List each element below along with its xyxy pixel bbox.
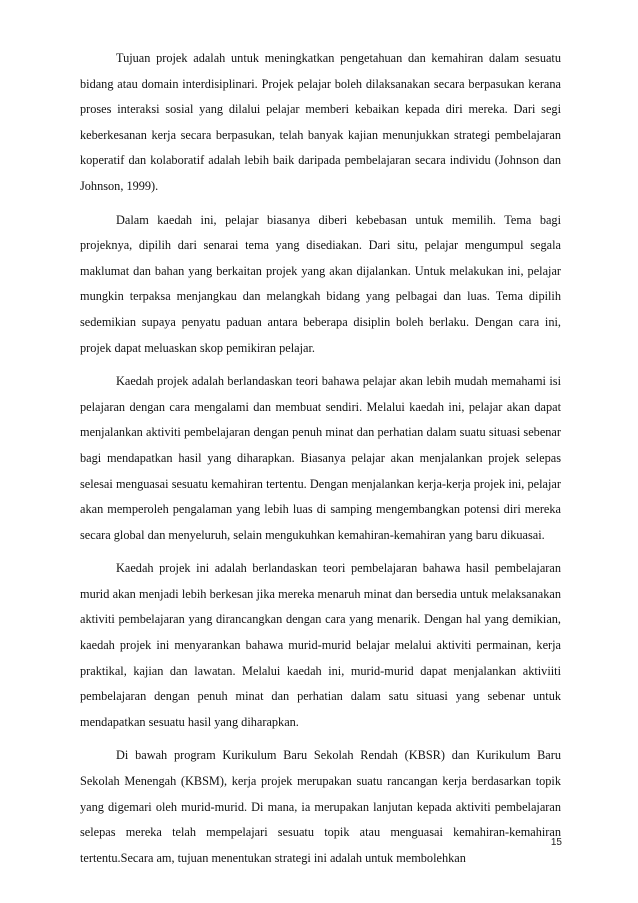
paragraph-4: Kaedah projek ini adalah berlandaskan teori pembelajaran bahawa hasil pembelajaran murid akan menjadi lebih berkesan jika mereka menaruh minat dan bersedia untuk melaksanakan aktiviti pembelajaran yang dirancangkan dengan cara yang menarik. Dengan hal yang demikian, kaedah projek ini menyarankan bahawa murid-murid belajar melalui aktiviti permainan, kerja praktikal, kajian dan lawatan. Melalui kaedah ini, murid-murid dapat menjalankan aktiviiti pembelajaran dengan penuh minat dan perhatian dalam satu situasi yang sebenar untuk mendapatkan sesuatu hasil yang diharapkan. [80, 561, 561, 729]
paragraph-3: Kaedah projek adalah berlandaskan teori bahawa pelajar akan lebih mudah memahami isi pelajaran dengan cara mengalami dan membuat sendiri. Melalui kaedah ini, pelajar akan dapat menjalankan aktiviti pembelajaran dengan penuh minat dan perhatian dalam suatu situasi sebenar bagi mendapatkan hasil yang diharapkan. Biasanya pelajar akan menjalankan projek selepas selesai menguasai sesuatu kemahiran tertentu. Dengan menjalankan kerja-kerja projek ini, pelajar akan memperoleh pengalaman yang lebih luas di samping mengembangkan potensi diri mereka secara global dan menyeluruh, selain mengukuhkan kemahiran-kemahiran yang baru dikuasai. [80, 374, 561, 542]
body-text [80, 46, 561, 879]
paragraph-5: Di bawah program Kurikulum Baru Sekolah Rendah (KBSR) dan Kurikulum Baru Sekolah Menengah (KBSM), kerja projek merupakan suatu rancangan kerja berdasarkan topik yang digemari oleh murid-murid. Di mana, ia merupakan lanjutan kepada aktiviti pembelajaran selepas mereka telah mempelajari sesuatu topik atau menguasai kemahiran-kemahiran tertentu.Secara am, tujuan menentukan strategi ini adalah untuk membolehkan [80, 748, 561, 865]
paragraph-2: Dalam kaedah ini, pelajar biasanya diberi kebebasan untuk memilih. Tema bagi projeknya, dipilih dari senarai tema yang disediakan. Dari situ, pelajar mengumpul segala maklumat dan bahan yang berkaitan projek yang akan dijalankan. Untuk melakukan ini, pelajar mungkin terpaksa menjangkau dan melangkah bidang yang pelbagai dan luas. Tema dipilih sedemikian supaya penyatu paduan antara beberapa disiplin boleh berlaku. Dengan cara ini, projek dapat meluaskan skop pemikiran pelajar. [80, 212, 561, 355]
page-number: 15 [550, 837, 562, 848]
paragraph-1: Tujuan projek adalah untuk meningkatkan pengetahuan dan kemahiran dalam sesuatu bidang atau domain interdisiplinari. Projek pelajar boleh dilaksanakan secara berpasukan kerana proses interaksi sosial yang dilalui pelajar memberi kebaikan kepada diri mereka. Dari segi keberkesanan kerja secara berpasukan, telah banyak kajian menunjukkan strategi pembelajaran koperatif dan kolaboratif adalah lebih baik daripada pembelajaran secara individu (Johnson dan Johnson, 1999). [80, 51, 561, 193]
